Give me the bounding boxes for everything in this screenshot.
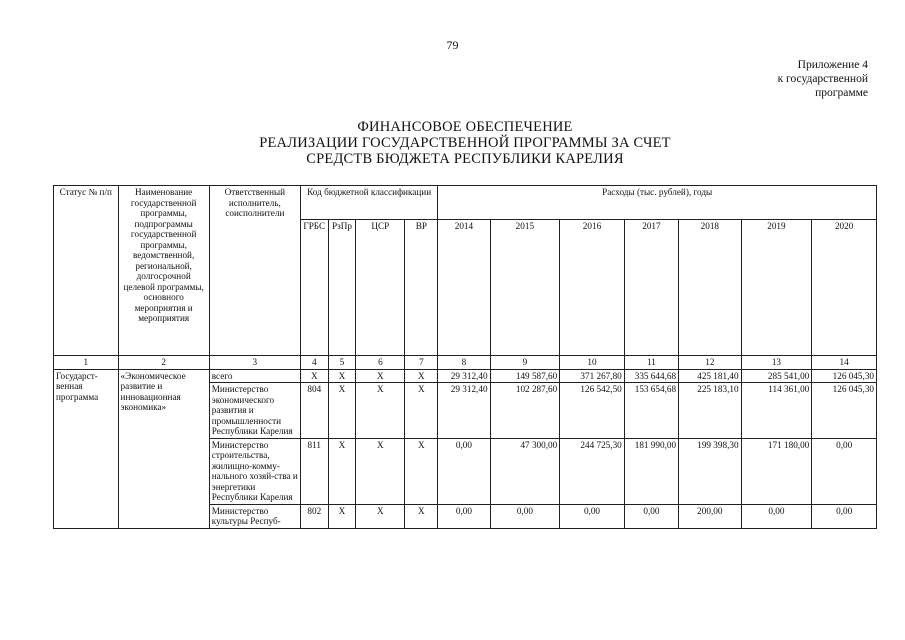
title-line: СРЕДСТВ БЮДЖЕТА РЕСПУБЛИКИ КАРЕЛИЯ [306, 151, 624, 167]
grbs-cell: 811 [300, 438, 328, 504]
grbs-cell: 802 [300, 504, 328, 528]
vr-cell: Х [405, 369, 438, 383]
rzpr-cell: Х [328, 504, 356, 528]
column-number: 14 [812, 356, 877, 370]
responsible-cell: Министерство культуры Респуб- [209, 504, 300, 528]
column-number-row [54, 356, 877, 370]
amount-cell: 126 542,50 [560, 383, 625, 439]
amount-cell: 114 361,00 [741, 383, 812, 439]
program-name: «Экономическое развитие и инновационная экономика» [118, 369, 209, 528]
rzpr-cell: Х [328, 383, 356, 439]
responsible-cell: Министерство экономического развития и промышленности Республики Карелия [209, 383, 300, 439]
amount-cell: 225 183,10 [679, 383, 742, 439]
document-title [0, 119, 905, 167]
header-row [54, 186, 877, 220]
vr-cell: Х [405, 383, 438, 439]
header-year: 2015 [490, 220, 560, 356]
header-responsible: Ответственный исполнитель, соисполнители [209, 186, 300, 356]
amount-cell: 149 587,60 [490, 369, 560, 383]
amount-cell: 0,00 [438, 504, 490, 528]
page-number: 79 [446, 38, 459, 52]
appendix-line: программе [815, 87, 868, 99]
amount-cell: 200,00 [679, 504, 742, 528]
header-year: 2018 [679, 220, 742, 356]
header-expenses: Расходы (тыс. рублей), годы [438, 186, 877, 220]
appendix-note [778, 58, 868, 100]
header-budget-code: Код бюджетной классификации [300, 186, 437, 220]
column-number: 7 [405, 356, 438, 370]
amount-cell: 244 725,30 [560, 438, 625, 504]
amount-cell: 371 267,80 [560, 369, 625, 383]
amount-cell: 285 541,00 [741, 369, 812, 383]
column-number: 8 [438, 356, 490, 370]
amount-cell: 0,00 [438, 438, 490, 504]
header-status: Статус № п/п [54, 186, 119, 356]
rzpr-cell: Х [328, 438, 356, 504]
csr-cell: Х [356, 504, 405, 528]
column-number: 2 [118, 356, 209, 370]
header-year: 2017 [624, 220, 678, 356]
column-number: 11 [624, 356, 678, 370]
amount-cell: 153 654,68 [624, 383, 678, 439]
amount-cell: 425 181,40 [679, 369, 742, 383]
header-year: 2014 [438, 220, 490, 356]
csr-cell: Х [356, 369, 405, 383]
vr-cell: Х [405, 438, 438, 504]
title-line: РЕАЛИЗАЦИИ ГОСУДАРСТВЕННОЙ ПРОГРАММЫ ЗА СЧЕТ [259, 135, 671, 151]
financing-table [53, 185, 877, 529]
amount-cell: 29 312,40 [438, 369, 490, 383]
header-name: Наименование государственной программы, подпрограммы государственной программы, ведомственной, региональной, долгосрочной целевой программы, основного мероприятия и мероприятия [118, 186, 209, 356]
amount-cell: 0,00 [624, 504, 678, 528]
responsible-cell: Министерство строительства, жилищно-комму-нального хозяй-ства и энергетики Республики Карелия [209, 438, 300, 504]
amount-cell: 126 045,30 [812, 383, 877, 439]
amount-cell: 199 398,30 [679, 438, 742, 504]
responsible-cell: всего [209, 369, 300, 383]
amount-cell: 181 990,00 [624, 438, 678, 504]
header-vr: ВР [405, 220, 438, 356]
amount-cell: 126 045,30 [812, 369, 877, 383]
amount-cell: 0,00 [812, 504, 877, 528]
table-row [54, 369, 877, 383]
column-number: 10 [560, 356, 625, 370]
header-csr: ЦСР [356, 220, 405, 356]
rzpr-cell: Х [328, 369, 356, 383]
column-number: 9 [490, 356, 560, 370]
header-rzpr: РзПр [328, 220, 356, 356]
column-number: 13 [741, 356, 812, 370]
vr-cell: Х [405, 504, 438, 528]
appendix-line: Приложение 4 [797, 59, 868, 71]
header-year: 2019 [741, 220, 812, 356]
amount-cell: 0,00 [490, 504, 560, 528]
appendix-line: к государственной [777, 73, 868, 85]
amount-cell: 47 300,00 [490, 438, 560, 504]
csr-cell: Х [356, 383, 405, 439]
column-number: 6 [356, 356, 405, 370]
header-year: 2016 [560, 220, 625, 356]
column-number: 5 [328, 356, 356, 370]
column-number: 3 [209, 356, 300, 370]
column-number: 1 [54, 356, 119, 370]
amount-cell: 0,00 [741, 504, 812, 528]
program-status: Государст-венная программа [54, 369, 119, 528]
amount-cell: 0,00 [812, 438, 877, 504]
amount-cell: 171 180,00 [741, 438, 812, 504]
amount-cell: 0,00 [560, 504, 625, 528]
column-number: 4 [300, 356, 328, 370]
amount-cell: 335 644,68 [624, 369, 678, 383]
amount-cell: 102 287,60 [490, 383, 560, 439]
column-number: 12 [679, 356, 742, 370]
amount-cell: 29 312,40 [438, 383, 490, 439]
header-year: 2020 [812, 220, 877, 356]
grbs-cell: Х [300, 369, 328, 383]
csr-cell: Х [356, 438, 405, 504]
grbs-cell: 804 [300, 383, 328, 439]
header-grbs: ГРБС [300, 220, 328, 356]
title-line: ФИНАНСОВОЕ ОБЕСПЕЧЕНИЕ [357, 119, 573, 135]
